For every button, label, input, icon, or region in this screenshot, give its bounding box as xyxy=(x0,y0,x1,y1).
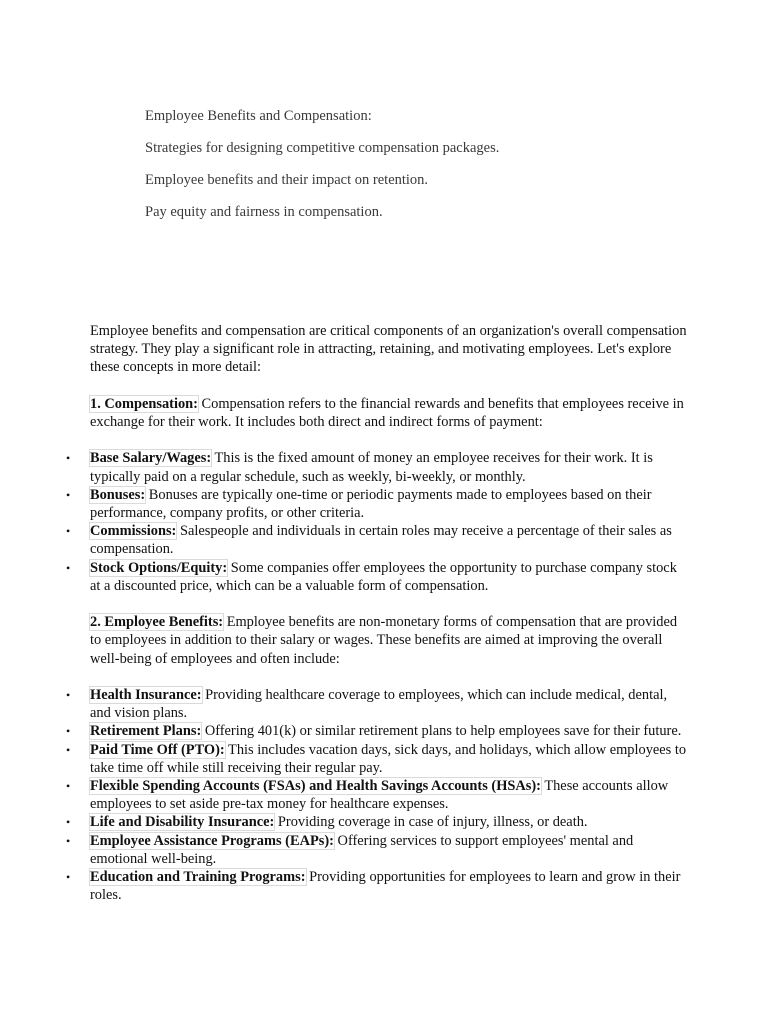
section-heading: 2. Employee Benefits: xyxy=(90,614,224,631)
item-term: Paid Time Off (PTO): xyxy=(90,741,225,758)
section-text: Compensation refers to the financial rewards and benefits that employees receive in exchange for their work. It includes both direct and indirect forms of payment: xyxy=(90,395,684,430)
bullet-icon: • xyxy=(66,560,71,575)
item-text: Providing opportunities for employees to learn and grow in their roles. xyxy=(90,869,681,904)
list-item xyxy=(66,741,690,777)
section-heading: 1. Compensation: xyxy=(90,395,198,412)
bullet-icon: • xyxy=(66,524,71,539)
topic-outline xyxy=(145,106,705,234)
item-term: Health Insurance: xyxy=(90,687,202,703)
item-term: Commissions: xyxy=(90,523,177,540)
list-item xyxy=(66,813,690,831)
list-item xyxy=(66,449,690,485)
item-text: This includes vacation days, sick days, and holidays, which allow employees to take time off while still receiving their regular pay. xyxy=(90,741,687,776)
list-item xyxy=(66,686,690,722)
list-item xyxy=(66,559,690,595)
bullet-icon: • xyxy=(66,724,71,739)
bullet-icon: • xyxy=(66,815,71,830)
article-body xyxy=(66,322,690,904)
outline-item: Strategies for designing competitive compensation packages. xyxy=(145,140,500,156)
compensation-list xyxy=(66,449,690,595)
spacer xyxy=(90,668,690,686)
item-term: Life and Disability Insurance: xyxy=(90,814,275,831)
item-text: Providing coverage in case of injury, illness, or death. xyxy=(274,814,588,831)
item-text: This is the fixed amount of money an employee receives for their work. It is typically paid on a regular schedule, such as weekly, bi-weekly, or monthly. xyxy=(90,450,653,485)
item-text: Providing healthcare coverage to employees, which can include medical, dental, and vision plans. xyxy=(90,687,668,722)
section-text: Employee benefits are non-monetary forms of compensation that are provided to employees in addition to their salary or wages. These benefits are aimed at improving the overall well-being of employees and often include: xyxy=(90,614,678,667)
bullet-icon: • xyxy=(66,688,71,702)
benefits-list xyxy=(66,686,690,904)
bullet-icon: • xyxy=(66,487,71,502)
item-text: Bonuses are typically one-time or periodic payments made to employees based on their performance, company profits, or other criteria. xyxy=(90,486,652,521)
item-term: Retirement Plans: xyxy=(90,723,202,740)
item-text: Some companies offer employees the opportunity to purchase company stock at a discounted price, which can be a valuable form of compensation. xyxy=(90,559,677,594)
item-text: Offering 401(k) or similar retirement plans to help employees save for their future. xyxy=(201,723,682,740)
bullet-icon: • xyxy=(66,779,71,794)
spacer xyxy=(90,431,690,449)
item-term: Flexible Spending Accounts (FSAs) and Health Savings Accounts (HSAs): xyxy=(90,778,541,795)
item-term: Employee Assistance Programs (EAPs): xyxy=(90,832,334,849)
item-text: Salespeople and individuals in certain roles may receive a percentage of their sales as compensation. xyxy=(90,523,672,558)
list-item xyxy=(66,868,690,904)
outline-item: Pay equity and fairness in compensation. xyxy=(145,204,383,220)
item-term: Base Salary/Wages: xyxy=(90,450,212,467)
outline-heading: Employee Benefits and Compensation: xyxy=(145,108,372,124)
bullet-icon: • xyxy=(66,742,71,757)
item-term: Education and Training Programs: xyxy=(90,869,306,886)
bullet-icon: • xyxy=(66,870,71,885)
spacer xyxy=(90,595,690,613)
spacer xyxy=(90,377,690,395)
list-item xyxy=(66,832,690,868)
list-item xyxy=(66,777,690,813)
item-term: Bonuses: xyxy=(90,486,146,503)
bullet-icon: • xyxy=(66,451,71,466)
bullet-icon: • xyxy=(66,833,71,848)
list-item xyxy=(66,522,690,558)
section-benefits-intro xyxy=(90,613,690,668)
intro-paragraph: Employee benefits and compensation are critical components of an organization's overall compensation strategy. They play a significant role in attracting, retaining, and motivating employees. Let's explore these concepts in more detail: xyxy=(90,323,687,376)
item-text: These accounts allow employees to set aside pre-tax money for healthcare expenses. xyxy=(90,778,669,813)
section-compensation-intro xyxy=(90,395,690,431)
item-term: Stock Options/Equity: xyxy=(90,559,228,576)
list-item xyxy=(66,486,690,522)
outline-item: Employee benefits and their impact on retention. xyxy=(145,172,429,188)
item-text: Offering services to support employees' mental and emotional well-being. xyxy=(90,832,634,867)
list-item xyxy=(66,722,690,740)
